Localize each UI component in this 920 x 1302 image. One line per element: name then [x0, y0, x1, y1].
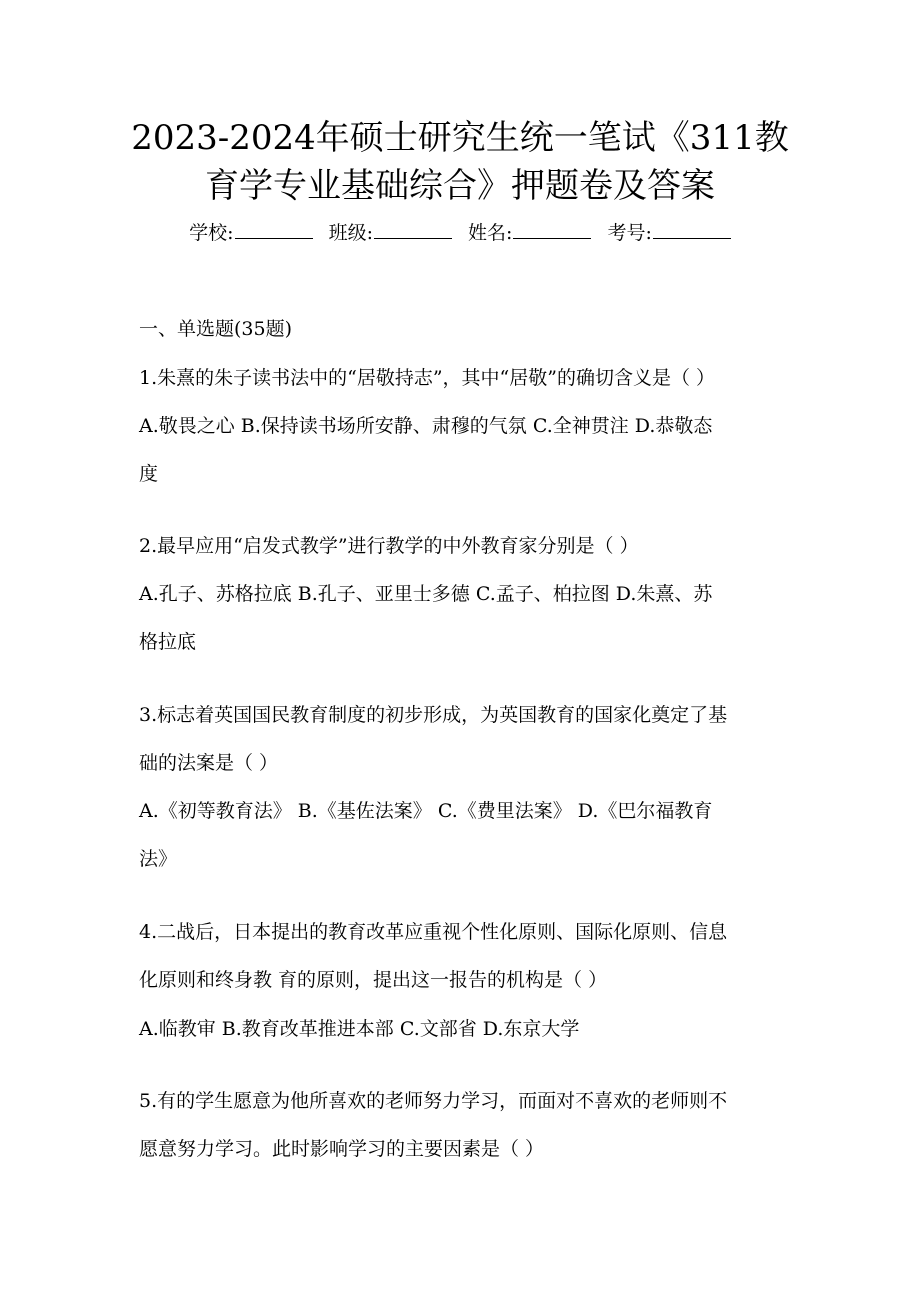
question-4-options-line-1: A.临教审 B.教育改革推进本部 C.文部省 D.东京大学 — [139, 1018, 580, 1040]
question-5-stem-line-2: 愿意努力学习。此时影响学习的主要因素是（ ） — [139, 1138, 545, 1160]
question-2-options-line-2: 格拉底 — [139, 631, 197, 653]
question-1-stem-line-1: 1.朱熹的朱子读书法中的“居敬持志”，其中“居敬”的确切含义是（ ） — [139, 367, 716, 389]
class-blank — [374, 220, 452, 239]
question-2-stem-line-1: 2.最早应用“启发式教学”进行教学的中外教育家分别是（ ） — [139, 535, 639, 557]
question-4-stem-line-2: 化原则和终身教 育的原则，提出这一报告的机构是（ ） — [139, 969, 608, 991]
class-field — [329, 222, 452, 244]
school-blank — [235, 220, 313, 239]
question-1-options-line-2: 度 — [139, 463, 159, 485]
document-title-line-2: 育学专业基础综合》押题卷及答案 — [205, 166, 715, 206]
question-2-options-line-1: A.孔子、苏格拉底 B.孔子、亚里士多德 C.孟子、柏拉图 D.朱熹、苏 — [139, 583, 713, 605]
name-field — [468, 222, 591, 244]
class-label: 班级: — [328, 222, 373, 244]
school-label: 学校: — [189, 222, 234, 244]
question-1-options-line-1: A.敬畏之心 B.保持读书场所安静、肃穆的气氛 C.全神贯注 D.恭敬态 — [139, 415, 713, 437]
question-5-stem-line-1: 5.有的学生愿意为他所喜欢的老师努力学习，而面对不喜欢的老师则不 — [139, 1090, 728, 1112]
question-3-options-line-1: A.《初等教育法》 B.《基佐法案》 C.《费里法案》 D.《巴尔福教育 — [139, 800, 713, 822]
question-3-stem-line-2: 础的法案是（ ） — [139, 752, 279, 774]
name-blank — [513, 220, 591, 239]
section-heading: 一、单选题(35题) — [139, 318, 293, 340]
exam-number-label: 考号: — [607, 222, 652, 244]
document-title-line-1: 2023-2024年硕士研究生统一笔试《311教 — [131, 118, 789, 158]
question-3-stem-line-1: 3.标志着英国国民教育制度的初步形成，为英国教育的国家化奠定了基 — [139, 704, 728, 726]
question-3-options-line-2: 法》 — [139, 848, 178, 870]
exam-number-blank — [653, 220, 731, 239]
school-field — [189, 222, 312, 244]
exam-number-field — [607, 222, 730, 244]
student-info-row — [120, 219, 800, 247]
name-label: 姓名: — [468, 222, 513, 244]
question-4-stem-line-1: 4.二战后，日本提出的教育改革应重视个性化原则、国际化原则、信息 — [139, 921, 728, 943]
